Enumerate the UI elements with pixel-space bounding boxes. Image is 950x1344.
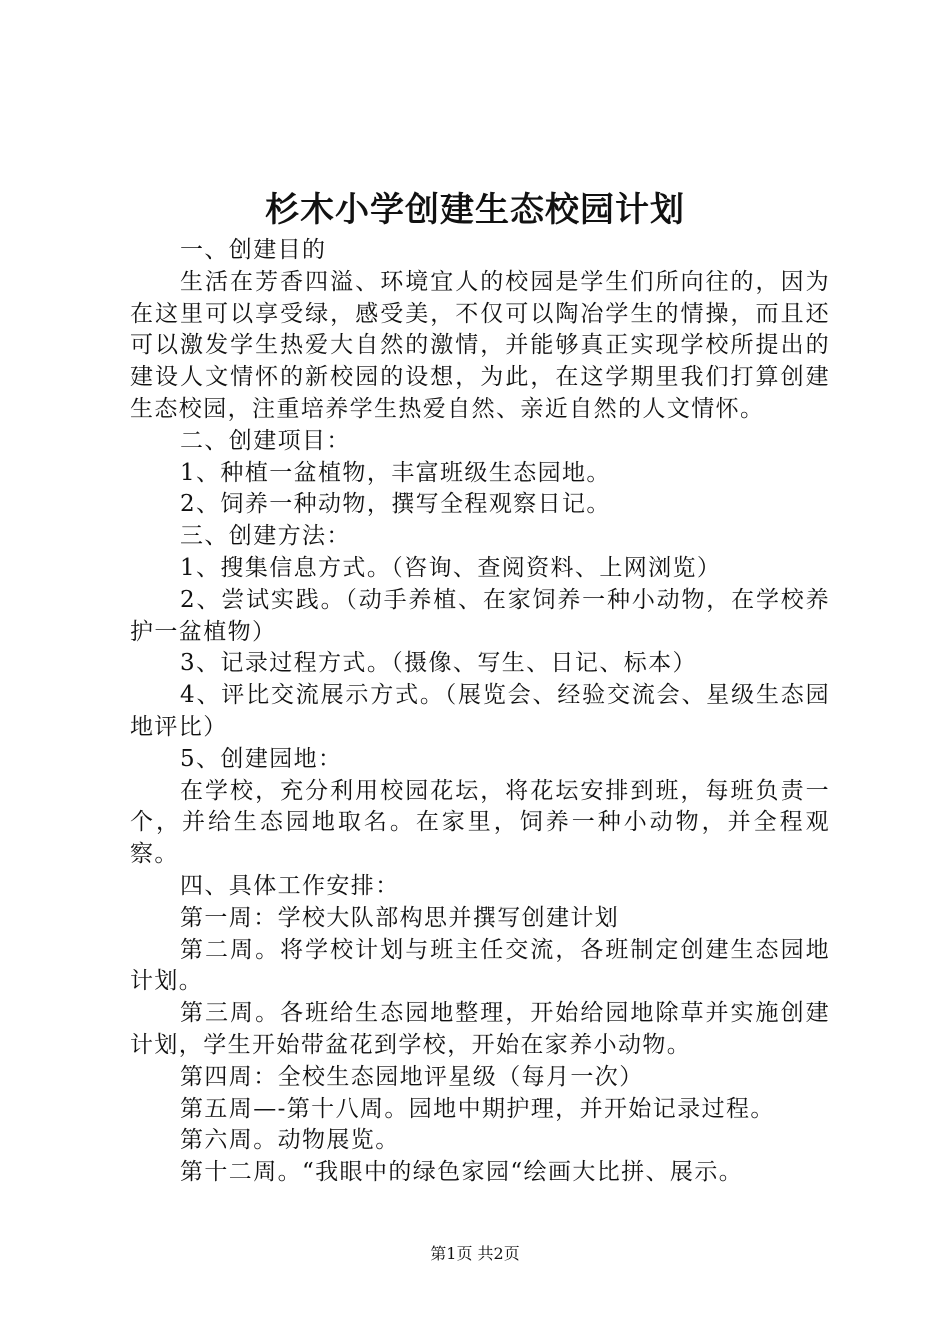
schedule-week-2: 第二周。将学校计划与班主任交流，各班制定创建生态园地计划。 (130, 936, 830, 995)
schedule-week-12: 第十二周。“我眼中的绿色家园“绘画大比拼、展示。 (180, 1159, 744, 1186)
paragraph-garden: 在学校，充分利用校园花坛，将花坛安排到班，每班负责一个，并给生态园地取名。在家里，饲养一种小动物，并全程观察。 (130, 777, 830, 868)
method-item-3: 3、记录过程方式。（摄像、写生、日记、标本） (180, 650, 697, 677)
heading-schedule: 四、具体工作安排： (180, 872, 400, 899)
schedule-week-4: 第四周：全校生态园地评星级（每月一次） (180, 1063, 644, 1090)
paragraph-purpose: 生活在芳香四溢、环境宜人的校园是学生们所向往的，因为在这里可以享受绿，感受美，不仅可以陶冶学生的情操，而且还可以激发学生热爱大自然的激情，并能够真正实现学校所提出的建设人文情怀的新校园的设想，为此，在这学期里我们打算创建生态校园，注重培养学生热爱自然、亲近自然的人文情怀。 (130, 268, 830, 422)
page-number: 第1页 共2页 (430, 1244, 520, 1263)
method-item-1: 1、搜集信息方式。（咨询、查阅资料、上网浏览） (180, 554, 722, 581)
schedule-week-1: 第一周：学校大队部构思并撰写创建计划 (180, 904, 620, 931)
method-item-4: 4、评比交流展示方式。（展览会、经验交流会、星级生态园地评比） (130, 682, 830, 740)
method-item-5: 5、创建园地： (180, 745, 343, 772)
method-item-2: 2、尝试实践。（动手养植、在家饲养一种小动物，在学校养护一盆植物） (130, 586, 830, 645)
schedule-week-5-18: 第五周—-第十八周。园地中期护理，并开始记录过程。 (180, 1095, 775, 1122)
project-item-1: 1、种植一盆植物，丰富班级生态园地。 (180, 459, 611, 486)
heading-projects: 二、创建项目： (180, 427, 351, 454)
schedule-week-6: 第六周。动物展览。 (180, 1127, 400, 1154)
document-body (130, 235, 830, 1189)
schedule-week-3: 第三周。各班给生态园地整理，开始给园地除草并实施创建计划，学生开始带盆花到学校，开始在家养小动物。 (130, 1000, 830, 1058)
heading-methods: 三、创建方法： (180, 523, 351, 550)
document-title: 杉木小学创建生态校园计划 (265, 190, 685, 230)
project-item-2: 2、饲养一种动物，撰写全程观察日记。 (180, 491, 611, 518)
heading-purpose: 一、创建目的 (180, 237, 327, 263)
